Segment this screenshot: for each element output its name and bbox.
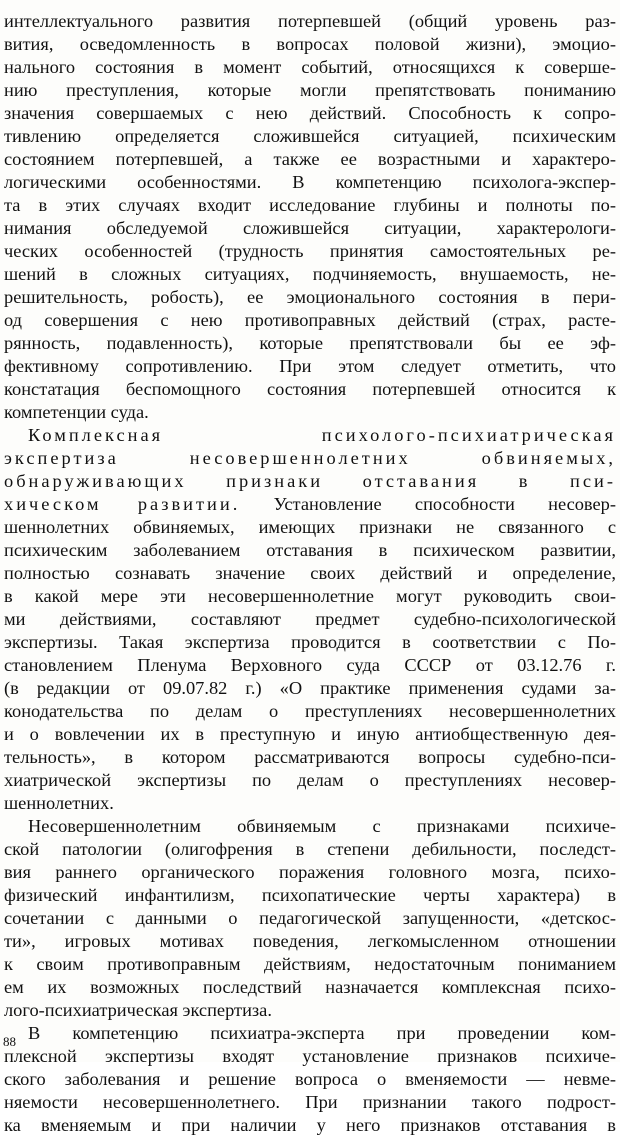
text-line: Несовершеннолетним обвиняемым с признаками психиче- (28, 816, 616, 836)
text-line: плексной экспертизы входят установление признаков психиче- (4, 1046, 616, 1066)
text-line: состоянием потерпевшей, а также ее возрастными и характеро- (4, 149, 616, 169)
text-line: решительность, робость), ее эмоционального состояния в пери- (4, 287, 616, 307)
text-line: рянность, подавленность), которые препятствовали бы ее эф- (4, 333, 616, 353)
text-line: нального состояния в момент событий, относящихся к совершe- (4, 57, 616, 77)
text-line: становлением Пленума Верховного суда СССР от 03.12.76 г. (4, 655, 616, 675)
text-line: ем их возможных последствий назначается комплексная психо- (4, 977, 616, 997)
text-line: тивлению определяется сложившейся ситуацией, психическим (4, 126, 616, 146)
text-line: к своим противоправным действиям, недостаточным пониманием (4, 954, 616, 974)
section-heading-line: обнаруживающих признаки отставания в пси- (4, 471, 616, 491)
text-line: сочетании с данными о педагогической запущенности, «детскос- (4, 908, 616, 928)
text-line: ми действиями, составляют предмет судебно-психологической (4, 609, 616, 629)
text-line: та в этих случаях входит исследование глубины и полноты по- (4, 195, 616, 215)
text-line: вия раннего органического поражения головного мозга, психо- (4, 862, 616, 882)
section-heading-end: хическом развитии. (4, 494, 241, 514)
text-line: ка вменяемым и при наличии у него признаков отставания в (4, 1115, 616, 1135)
text-line: шений в сложных ситуациях, подчиняемость, внушаемость, не- (4, 264, 616, 284)
text-line: фективному сопротивлению. При этом следует отметить, что (4, 356, 616, 376)
text-line: ского заболевания и решение вопроса о вменяемости — невме- (4, 1069, 616, 1089)
text-line: хиатрической экспертизы по делам о преступлениях несовер- (4, 770, 616, 790)
text-line: няемости несовершеннолетнего. При признании такого подрост- (4, 1092, 616, 1112)
text-line: экспертизы. Такая экспертиза проводится в соответствии с По- (4, 632, 616, 652)
page-number: 88 (3, 1034, 16, 1049)
text-line: конодательства по делам о преступлениях несовершеннолетних (4, 701, 616, 721)
text-line-start: Установление способности несовер- (273, 494, 616, 514)
section-heading-line: экспертиза несовершеннолетних обвиняемых, (4, 448, 616, 468)
text-line: значения совершаемых с нею действий. Способность к сопро- (4, 103, 616, 123)
text-line: компетенции суда. (4, 402, 149, 422)
text-line: нию преступления, которые могли препятствовать пониманию (4, 80, 616, 100)
text-line: нимания обследуемой сложившейся ситуации, характерологи- (4, 218, 616, 238)
text-line: ской патологии (олигофрения в степени дебильности, последст- (4, 839, 616, 859)
section-heading-line-with-text (4, 493, 616, 516)
text-line: и о вовлечении их в преступную и иную антиобщественную дея- (4, 724, 616, 744)
text-line: лого-психиатрическая экспертиза. (4, 1000, 272, 1020)
text-line: ти», игровых мотивах поведения, легкомысленном отношении (4, 931, 616, 951)
text-line: тельность», в котором рассматриваются вопросы судебно-пси- (4, 747, 616, 767)
text-line: шеннолетних. (4, 793, 114, 813)
text-line: психическим заболеванием отставания в психическом развитии, (4, 540, 616, 560)
text-line: физический инфантилизм, психопатические черты характера) в (4, 885, 616, 905)
text-line: логическими особенностями. В компетенцию психолога-экспер- (4, 172, 616, 192)
text-line: полностью сознавать значение своих действий и определение, (4, 563, 616, 583)
text-line: ческих особенностей (трудность принятия самостоятельных ре- (4, 241, 616, 261)
text-line: констатация беспомощного состояния потерпевшей относится к (4, 379, 616, 399)
text-line: шеннолетних обвиняемых, имеющих признаки не связанного с (4, 517, 616, 537)
text-line: (в редакции от 09.07.82 г.) «О практике применения судами за- (4, 678, 616, 698)
text-line: В компетенцию психиатра-эксперта при проведении ком- (28, 1023, 616, 1043)
text-line: вития, осведомленность в вопросах половой жизни), эмоцио- (4, 34, 616, 54)
text-line: од совершения с нею противоправных действий (страх, расте- (4, 310, 616, 330)
text-line: в какой мере эти несовершеннолетние могут руководить свои- (4, 586, 616, 606)
text-line: интеллектуального развития потерпевшей (общий уровень раз- (4, 11, 616, 31)
section-heading-line: Комплексная психолого-психиатрическая (28, 425, 616, 445)
